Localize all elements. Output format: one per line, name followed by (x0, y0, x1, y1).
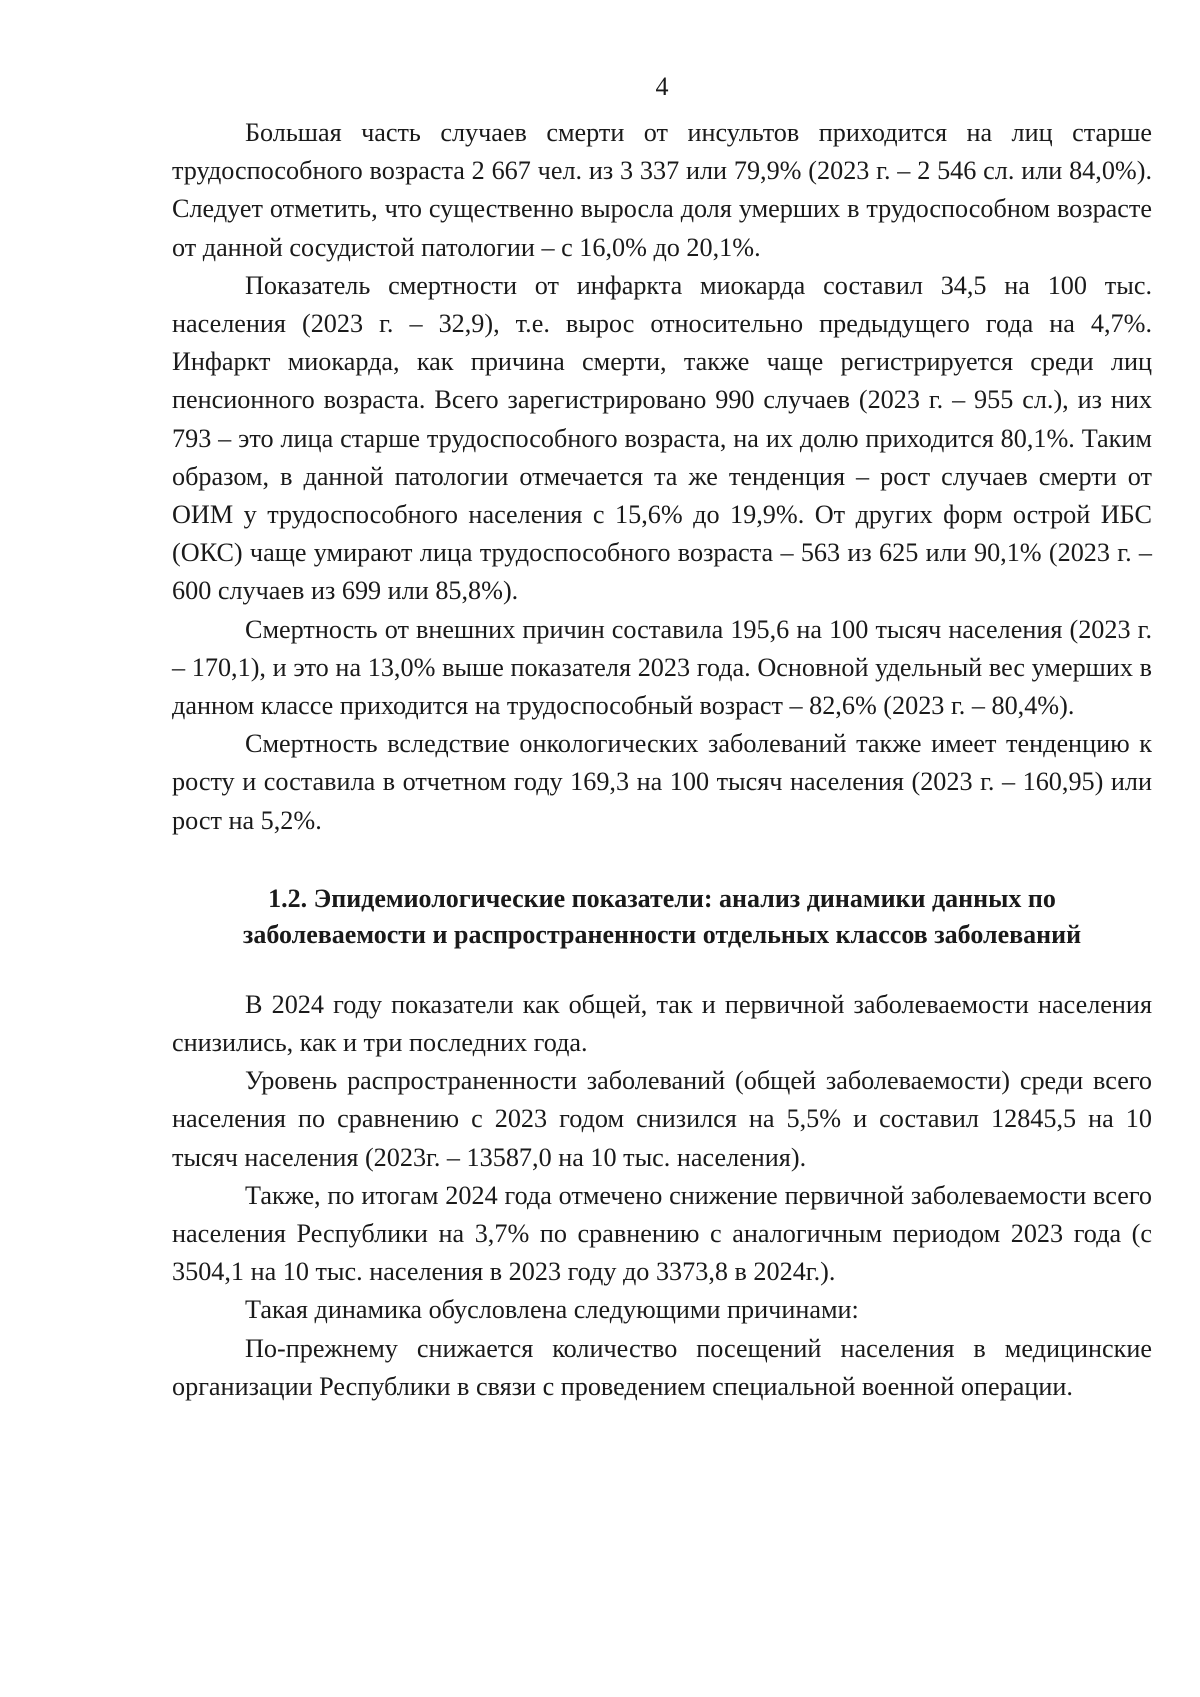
spacer (172, 840, 1152, 881)
paragraph-prevalence: Уровень распространенности заболеваний (общей заболеваемости) среди всего населения по сравнению с 2023 годом снизился на 5,5% и составил 12845,5 на 10 тысяч населения (2023г. – 13587,0 на 10 тыс. населения). (172, 1066, 1152, 1172)
paragraph-external-causes: Смертность от внешних причин составила 195,6 на 100 тысяч населения (2023 г. – 170,1), и это на 13,0% выше показателя 2023 года. Основной удельный вес умерших в данном классе приходится на трудоспособный возраст – 82,6% (2023 г. – 80,4%). (172, 614, 1152, 721)
paragraph-myocardial-infarction: Показатель смертности от инфаркта миокарда составил 34,5 на 100 тыс. населения (2023 г. – 32,9), т.е. вырос относительно предыдущего года на 4,7%. Инфаркт миокарда, как причина смерти, также чаще регистрируется среди лиц пенсионного возраста. Всего зарегистрировано 990 случаев (2023 г. – 955 сл.), из них 793 – это лица старше трудоспособного возраста, на их долю приходится 80,1%. Таким образом, в данной патологии отмечается та же тенденция – рост случаев смерти от ОИМ у трудоспособного населения с 15,6% до 19,9%. От других форм острой ИБС (ОКС) чаще умирают лица трудоспособного возраста – 563 из 625 или 90,1% (2023 г. – 600 случаев из 699 или 85,8%). (172, 270, 1152, 606)
mortality-section (172, 114, 1152, 840)
spacer (172, 953, 1152, 986)
paragraph-reasons-intro: Такая динамика обусловлена следующими причинами: (245, 1295, 859, 1325)
section-heading: 1.2. Эпидемиологические показатели: анализ динамики данных по заболеваемости и распространенности отдельных классов заболеваний (242, 883, 1082, 949)
paragraph-reason-visits: По-прежнему снижается количество посещений населения в медицинские организации Республики в связи с проведением специальной военной операции. (172, 1333, 1152, 1401)
paragraph-primary-incidence: Также, по итогам 2024 года отмечено снижение первичной заболеваемости всего населения Республики на 3,7% по сравнению с аналогичным периодом 2023 года (с 3504,1 на 10 тыс. населения в 2023 году до 3373,8 в 2024г.). (172, 1180, 1152, 1287)
page-number: 4 (655, 72, 669, 101)
paragraph-overall-decline: В 2024 году показатели как общей, так и первичной заболеваемости населения снизились, как и три последних года. (172, 989, 1152, 1058)
paragraph-stroke-mortality: Большая часть случаев смерти от инсультов приходится на лиц старше трудоспособного возраста 2 667 чел. из 3 337 или 79,9% (2023 г. – 2 546 сл. или 84,0%). Следует отметить, что существенно выросла доля умерших в трудоспособном возрасте от данной сосудистой патологии – с 16,0% до 20,1%. (172, 118, 1152, 262)
document-page (172, 60, 1152, 1406)
epidemiology-section (172, 986, 1152, 1406)
paragraph-oncology: Смертность вследствие онкологических заболеваний также имеет тенденцию к росту и составила в отчетном году 169,3 на 100 тысяч населения (2023 г. – 160,95) или рост на 5,2%. (172, 729, 1152, 835)
